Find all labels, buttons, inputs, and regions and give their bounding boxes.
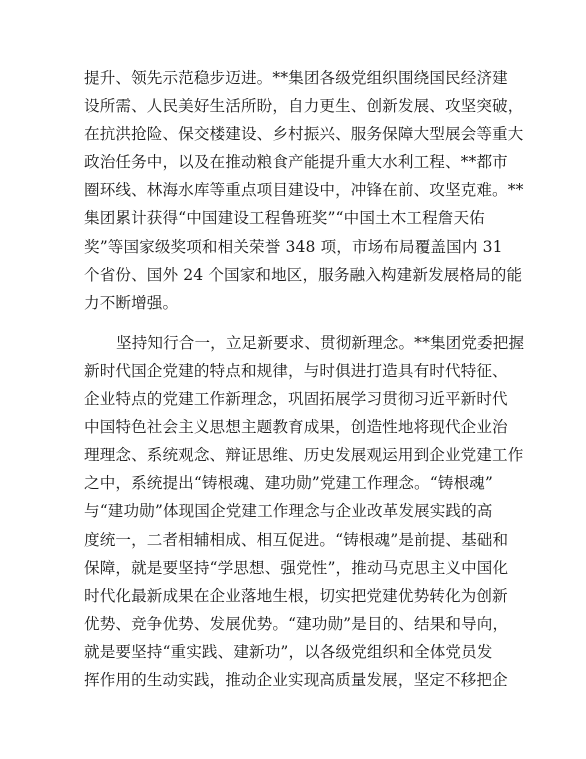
text-line: 集团累计获得“中国建设工程鲁班奖”“中国土木工程詹天佑 <box>84 209 485 228</box>
text-line: 新时代国企党建的特点和规律，与时俱进打造具有时代特征、 <box>84 361 508 380</box>
text-line: 提升、领先示范稳步迈进。**集团各级党组织围绕国民经济建 <box>84 69 508 87</box>
text-line: 保障，就是要坚持“学思想、强党性”，推动马克思主义中国化 <box>84 558 509 577</box>
text-line: 设所需、人民美好生活所盼，自力更生、创新发展、攻坚突破， <box>84 97 524 116</box>
text-line: 圈环线、林海水库等重点项目建设中，冲锋在前、攻坚克难。** <box>84 181 524 200</box>
text-line: 优势、竞争优势、发展优势。“建功勋”是目的、结果和导向， <box>84 614 509 633</box>
text-line: 理理念、系统观念、辩证思维、历史发展观运用到企业党建工作 <box>84 446 524 465</box>
text-line: 在抗洪抢险、保交楼建设、乡村振兴、服务保障大型展会等重大 <box>84 125 524 144</box>
text-line: 时代化最新成果在企业落地生根，切实把党建优势转化为创新 <box>84 586 508 605</box>
text-line: 就是要坚持“重实践、建新功”，以各级党组织和全体党员发 <box>84 642 493 661</box>
document-body <box>84 64 525 694</box>
text-line: 力不断增强。 <box>84 293 179 312</box>
text-line: 企业特点的党建工作新理念，巩固拓展学习贯彻习近平新时代 <box>84 390 508 409</box>
paragraph-1 <box>84 64 524 317</box>
text-line: 之中，系统提出“铸根魂、建功勋”党建工作理念。“铸根魂” <box>84 474 493 493</box>
text-line: 挥作用的生动实践，推动企业实现高质量发展，坚定不移把企 <box>84 670 508 689</box>
text-line: 度统一，二者相辅相成、相互促进。“铸根魂”是前提、基础和 <box>84 530 509 549</box>
text-line: 奖”等国家级奖项和相关荣誉 348 项，市场布局覆盖国内 31 <box>84 237 503 256</box>
text-line: 政治任务中，以及在推动粮食产能提升重大水利工程、**都市 <box>84 153 508 172</box>
text-line: 中国特色社会主义思想主题教育成果，创造性地将现代企业治 <box>84 418 508 437</box>
paragraph-2 <box>84 329 525 694</box>
text-line-first: 坚持知行合一，立足新要求、贯彻新理念。**集团党委把握 <box>116 333 525 352</box>
paragraph-spacer <box>84 317 502 329</box>
text-line: 个省份、国外 24 个国家和地区，服务融入构建新发展格局的能 <box>84 265 523 284</box>
text-line: 与“建功勋”体现国企党建工作理念与企业改革发展实践的高 <box>84 502 493 521</box>
